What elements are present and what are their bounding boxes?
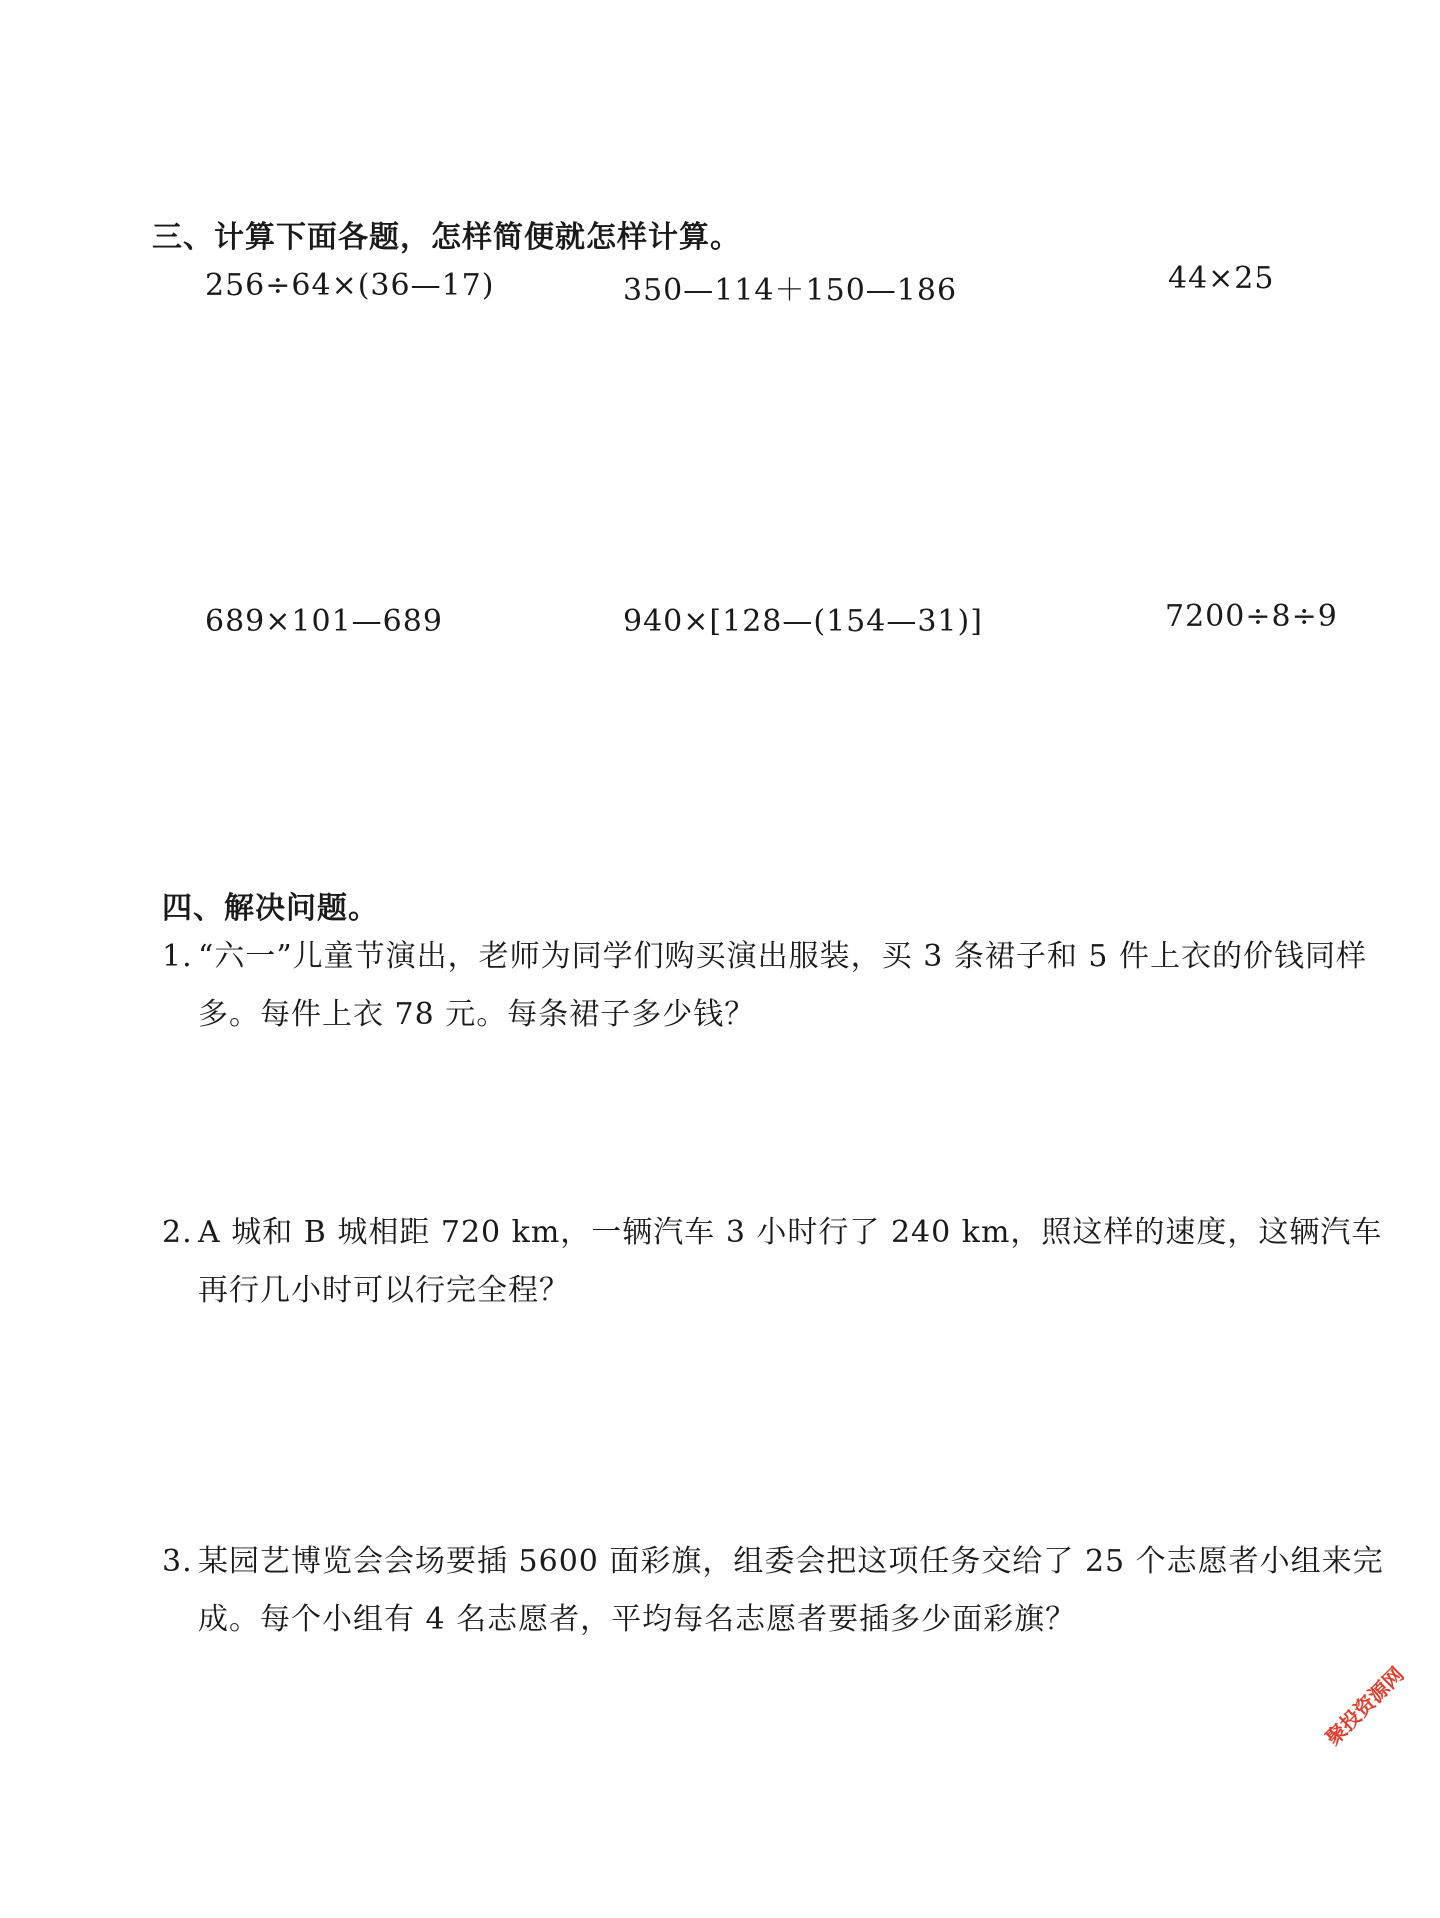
expression-4: 689×101—689 — [205, 604, 443, 639]
problem-3 — [162, 1533, 1402, 1649]
problem-text: “六一”儿童节演出，老师为同学们购买演出服装，买 3 条裙子和 5 件上衣的价钱同样多。每件上衣 78 元。每条裙子多少钱？ — [198, 939, 1367, 1032]
expression-6: 7200÷8÷9 — [1165, 599, 1338, 634]
problem-number: 2. — [162, 1215, 193, 1250]
problem-text: 某园艺博览会会场要插 5600 面彩旗，组委会把这项任务交给了 25 个志愿者小组来完成。每个小组有 4 名志愿者，平均每名志愿者要插多少面彩旗？ — [198, 1544, 1384, 1637]
problem-text: A 城和 B 城相距 720 km，一辆汽车 3 小时行了 240 km，照这样的速度，这辆汽车再行几小时可以行完全程？ — [198, 1215, 1383, 1308]
problem-1 — [162, 928, 1402, 1044]
section-3-heading: 三、计算下面各题，怎样简便就怎样计算。 — [152, 220, 741, 255]
watermark-stamp: 聚投资源网 — [1320, 1662, 1409, 1750]
expression-1: 256÷64×(36—17) — [205, 268, 495, 303]
problem-number: 1. — [162, 939, 193, 974]
problem-number: 3. — [162, 1544, 193, 1579]
section-4-heading: 四、解决问题。 — [162, 891, 379, 926]
expression-3: 44×25 — [1168, 261, 1275, 296]
problem-2 — [162, 1204, 1402, 1320]
expression-5: 940×[128—(154—31)] — [623, 604, 983, 639]
expression-2: 350—114＋150—186 — [623, 273, 958, 308]
